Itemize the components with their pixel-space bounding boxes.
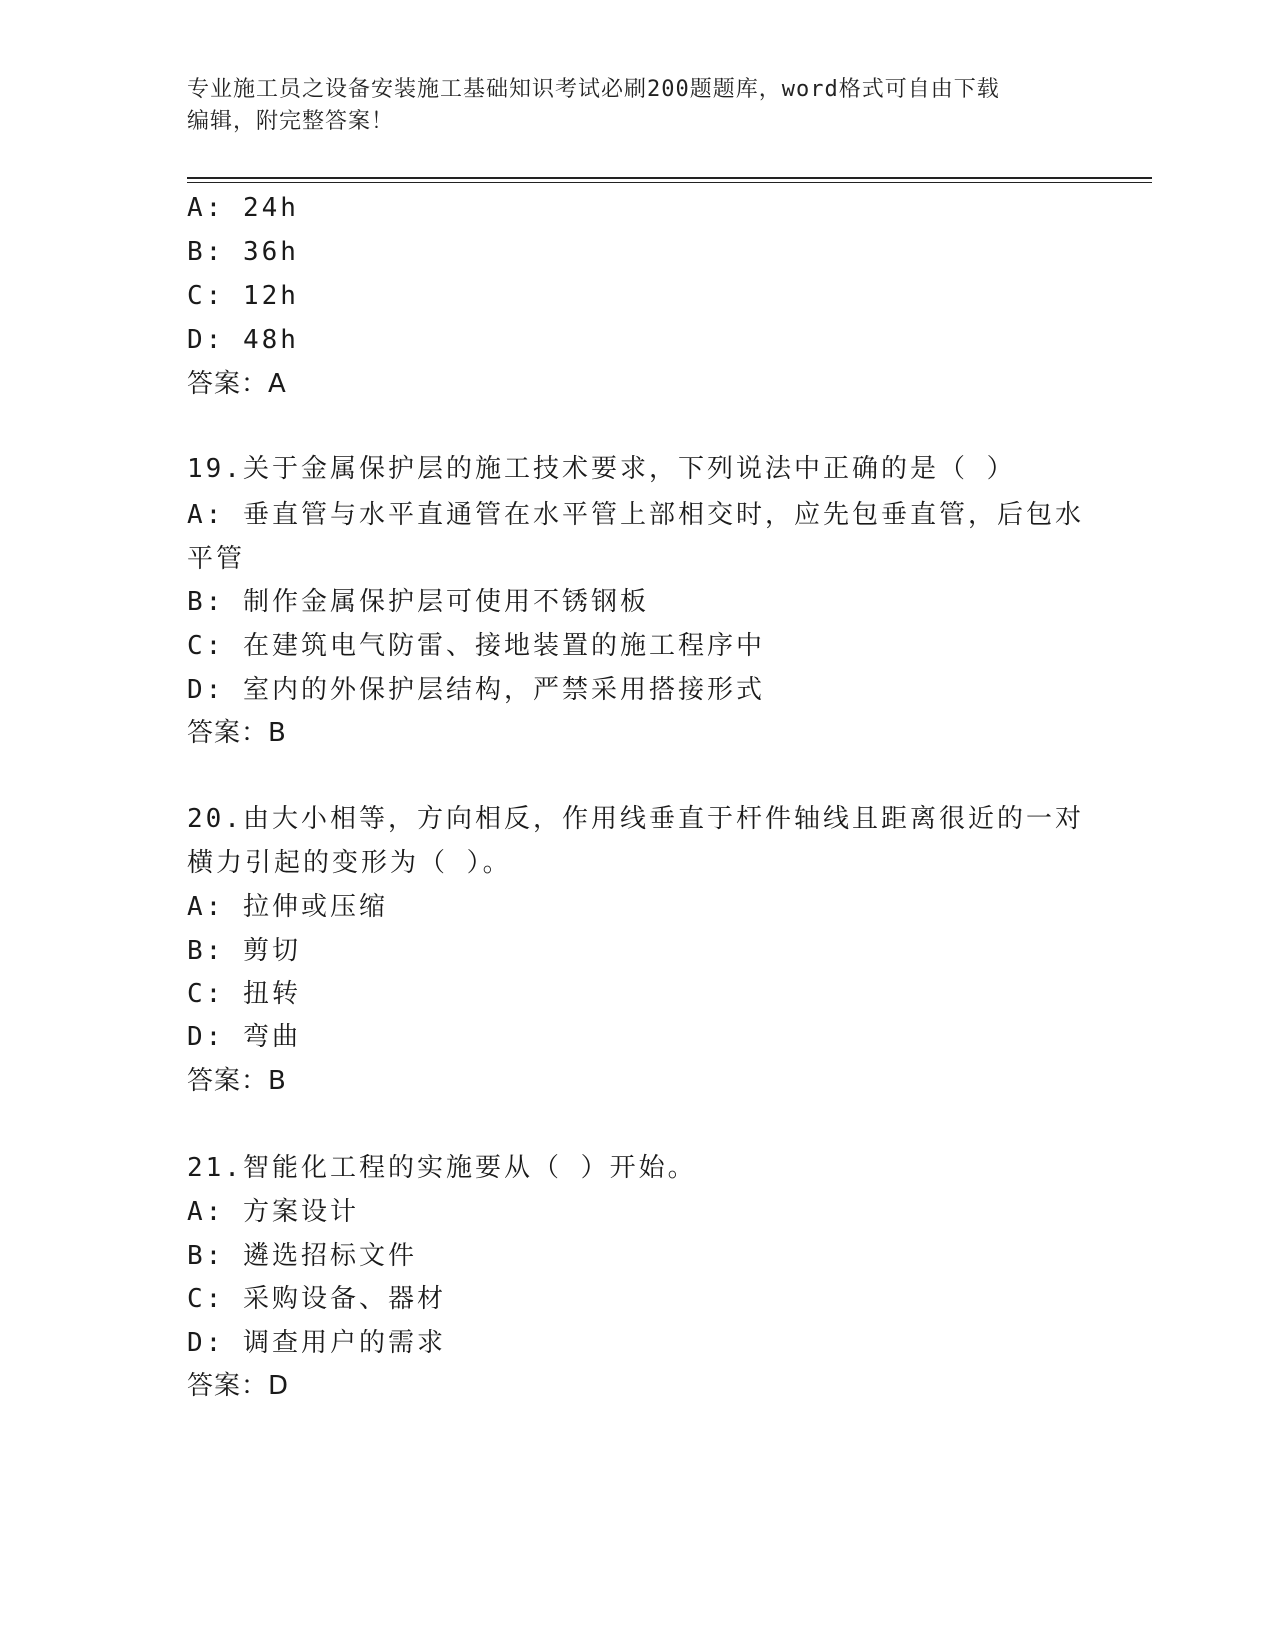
q21-option-b: B: 遴选招标文件 (187, 1241, 417, 1271)
q20-option-a: A: 拉伸或压缩 (187, 892, 388, 922)
header-title-line-1: 专业施工员之设备安装施工基础知识考试必刷200题题库，word格式可自由下载 (187, 77, 1000, 102)
q21-option-c: C: 采购设备、器材 (187, 1284, 446, 1314)
q20-option-b: B: 剪切 (187, 936, 301, 966)
q19-option-b: B: 制作金属保护层可使用不锈钢板 (187, 587, 649, 617)
q20-stem-line-1: 20.由大小相等，方向相反，作用线垂直于杆件轴线且距离很近的一对 (187, 804, 1084, 834)
header-divider-thin (187, 182, 1152, 183)
q18-option-d: D: 48h (187, 325, 299, 355)
header-title-line-2: 编辑，附完整答案！ (187, 109, 395, 134)
q18-answer: 答案：A (187, 369, 287, 399)
q18-option-b: B: 36h (187, 237, 299, 267)
q18-option-c: C: 12h (187, 281, 299, 311)
q20-stem-line-2: 横力引起的变形为（ ）。 (187, 848, 512, 878)
q21-option-d: D: 调查用户的需求 (187, 1328, 446, 1358)
q20-option-c: C: 扭转 (187, 979, 301, 1009)
q21-stem: 21.智能化工程的实施要从（ ）开始。 (187, 1153, 697, 1183)
q19-option-a-line-2: 平管 (187, 544, 246, 574)
q20-answer: 答案：B (187, 1066, 287, 1096)
q19-stem: 19.关于金属保护层的施工技术要求，下列说法中正确的是（ ） (187, 454, 1016, 484)
document-header (187, 74, 1067, 138)
q21-option-a: A: 方案设计 (187, 1197, 359, 1227)
q19-answer: 答案：B (187, 718, 287, 748)
q19-option-c: C: 在建筑电气防雷、接地装置的施工程序中 (187, 631, 765, 661)
q20-option-d: D: 弯曲 (187, 1022, 301, 1052)
header-divider-thick (187, 177, 1152, 179)
q21-answer: 答案：D (187, 1371, 290, 1401)
q19-option-a-line-1: A: 垂直管与水平直通管在水平管上部相交时，应先包垂直管，后包水 (187, 500, 1084, 530)
q18-option-a: A: 24h (187, 193, 299, 223)
q19-option-d: D: 室内的外保护层结构，严禁采用搭接形式 (187, 675, 765, 705)
